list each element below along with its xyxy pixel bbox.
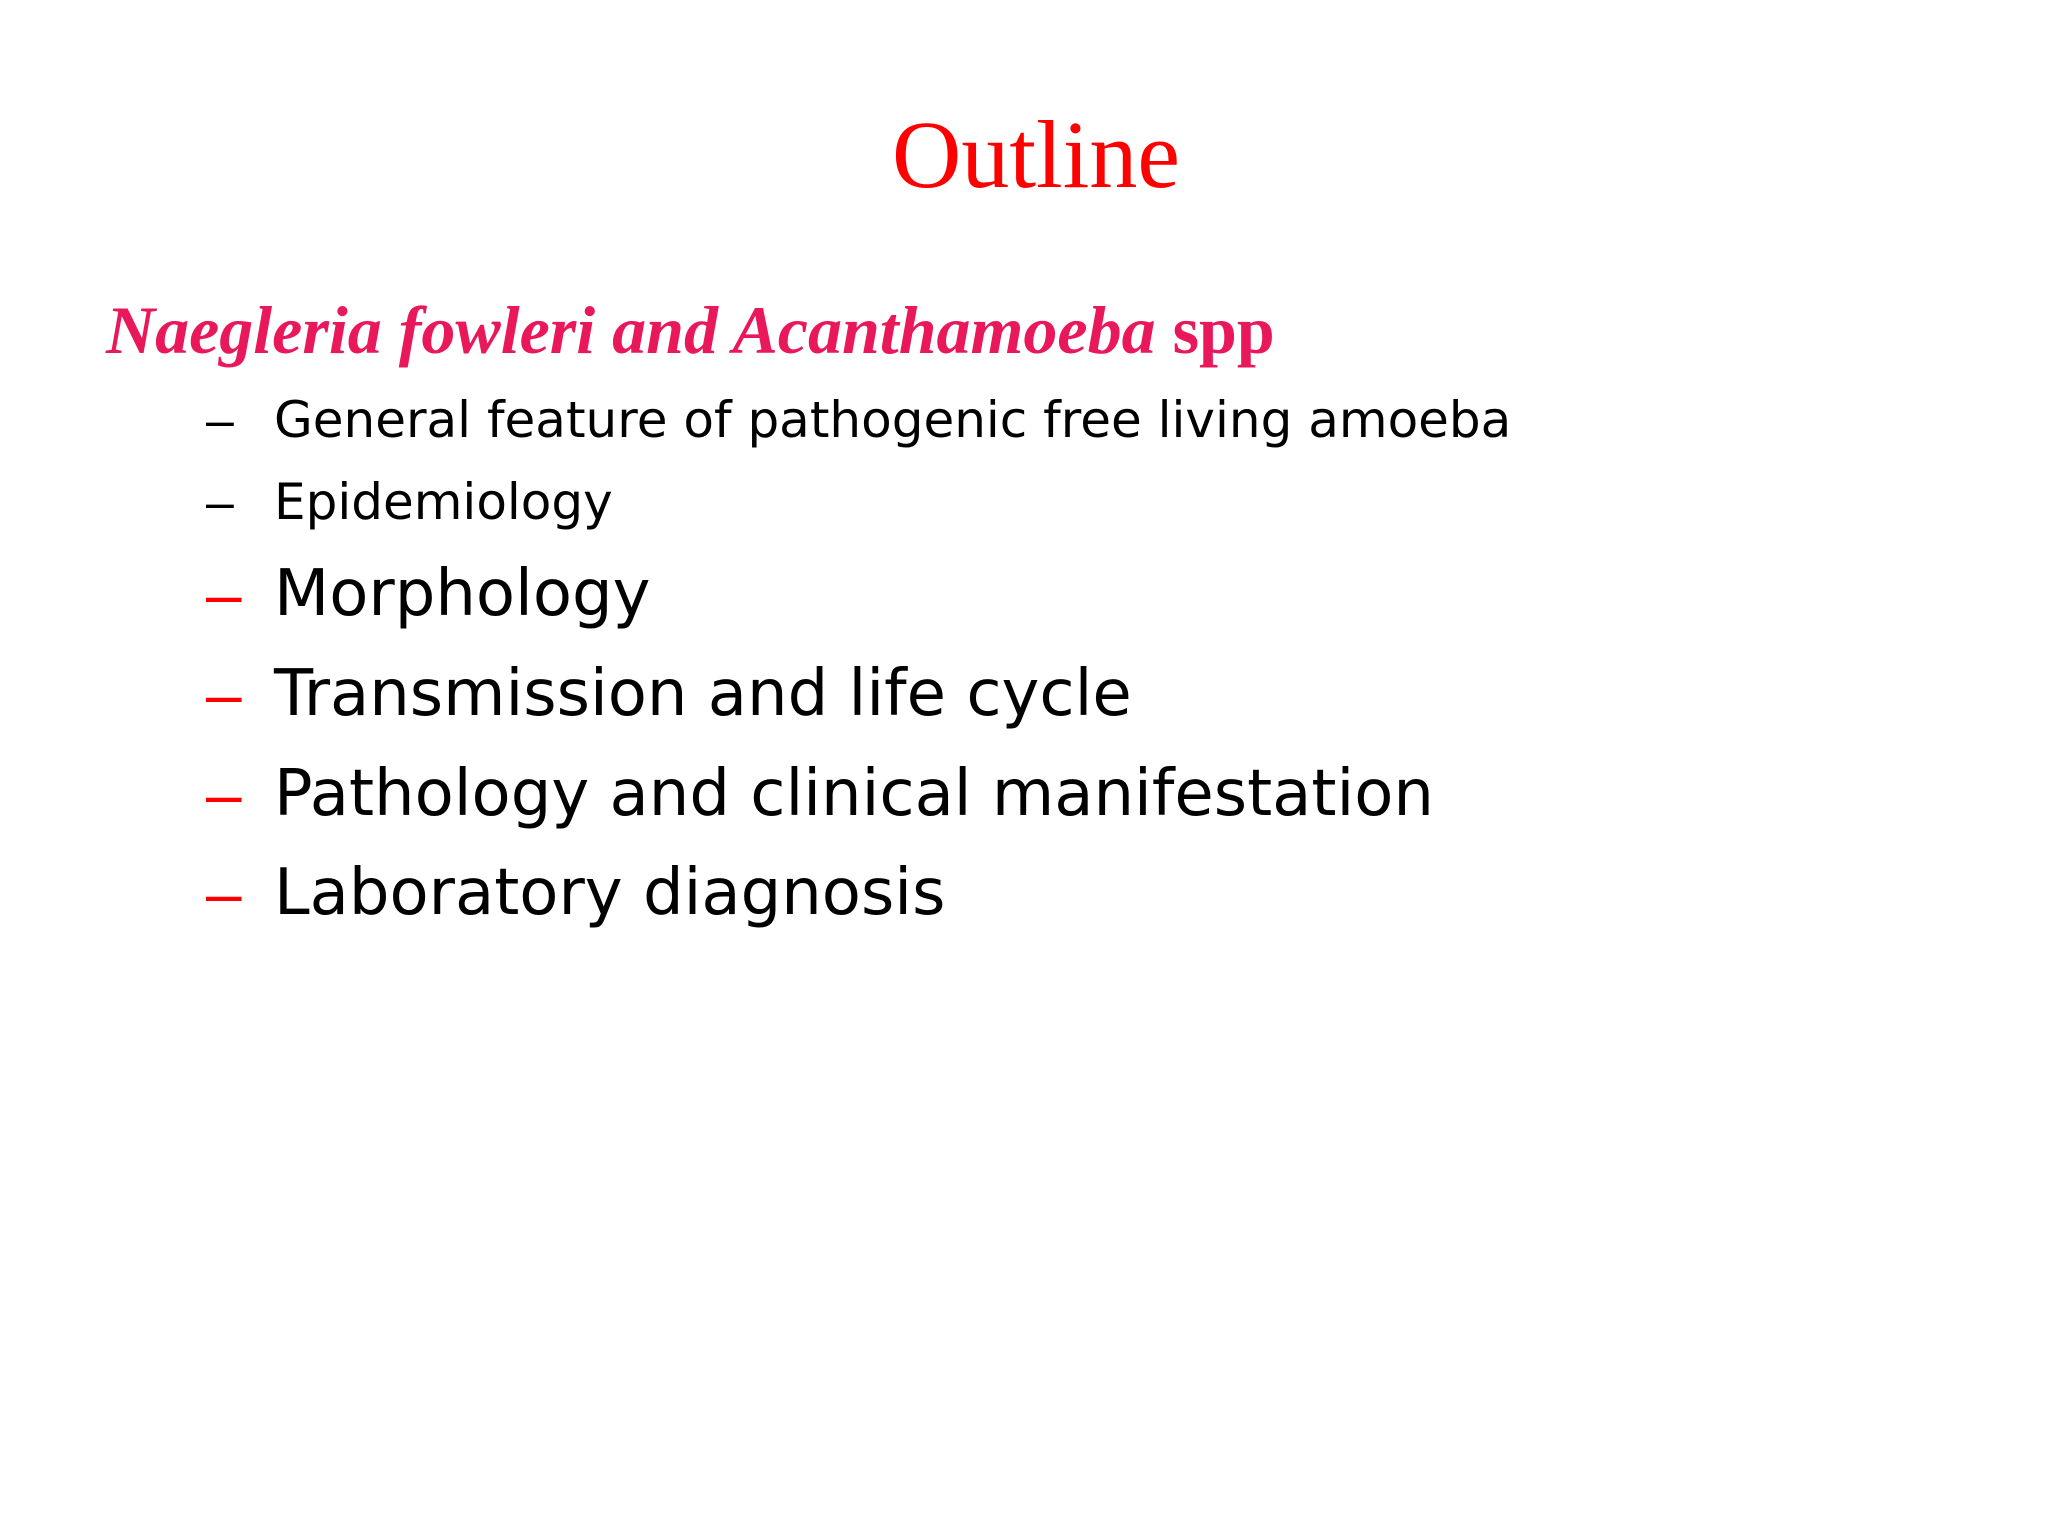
bullet-dash: – bbox=[206, 758, 242, 830]
bullet-dash: – bbox=[206, 474, 234, 530]
slide-title-text: Outline bbox=[892, 101, 1180, 208]
outline-item-label: Epidemiology bbox=[274, 473, 613, 531]
section-heading-spp: spp bbox=[1172, 292, 1275, 368]
bullet-dash: – bbox=[206, 857, 242, 929]
bullet-dash: – bbox=[206, 392, 234, 448]
outline-item-label: General feature of pathogenic free living amoeba bbox=[274, 391, 1512, 449]
bullet-dash: – bbox=[206, 558, 242, 630]
outline-item-label: Morphology bbox=[274, 557, 651, 631]
outline-item-label: Laboratory diagnosis bbox=[274, 856, 946, 930]
outline-item-label: Pathology and clinical manifestation bbox=[274, 757, 1434, 831]
bullet-dash: – bbox=[206, 658, 242, 730]
section-heading-species: Naegleria fowleri and Acanthamoeba bbox=[106, 292, 1156, 368]
outline-item-label: Transmission and life cycle bbox=[274, 657, 1132, 731]
